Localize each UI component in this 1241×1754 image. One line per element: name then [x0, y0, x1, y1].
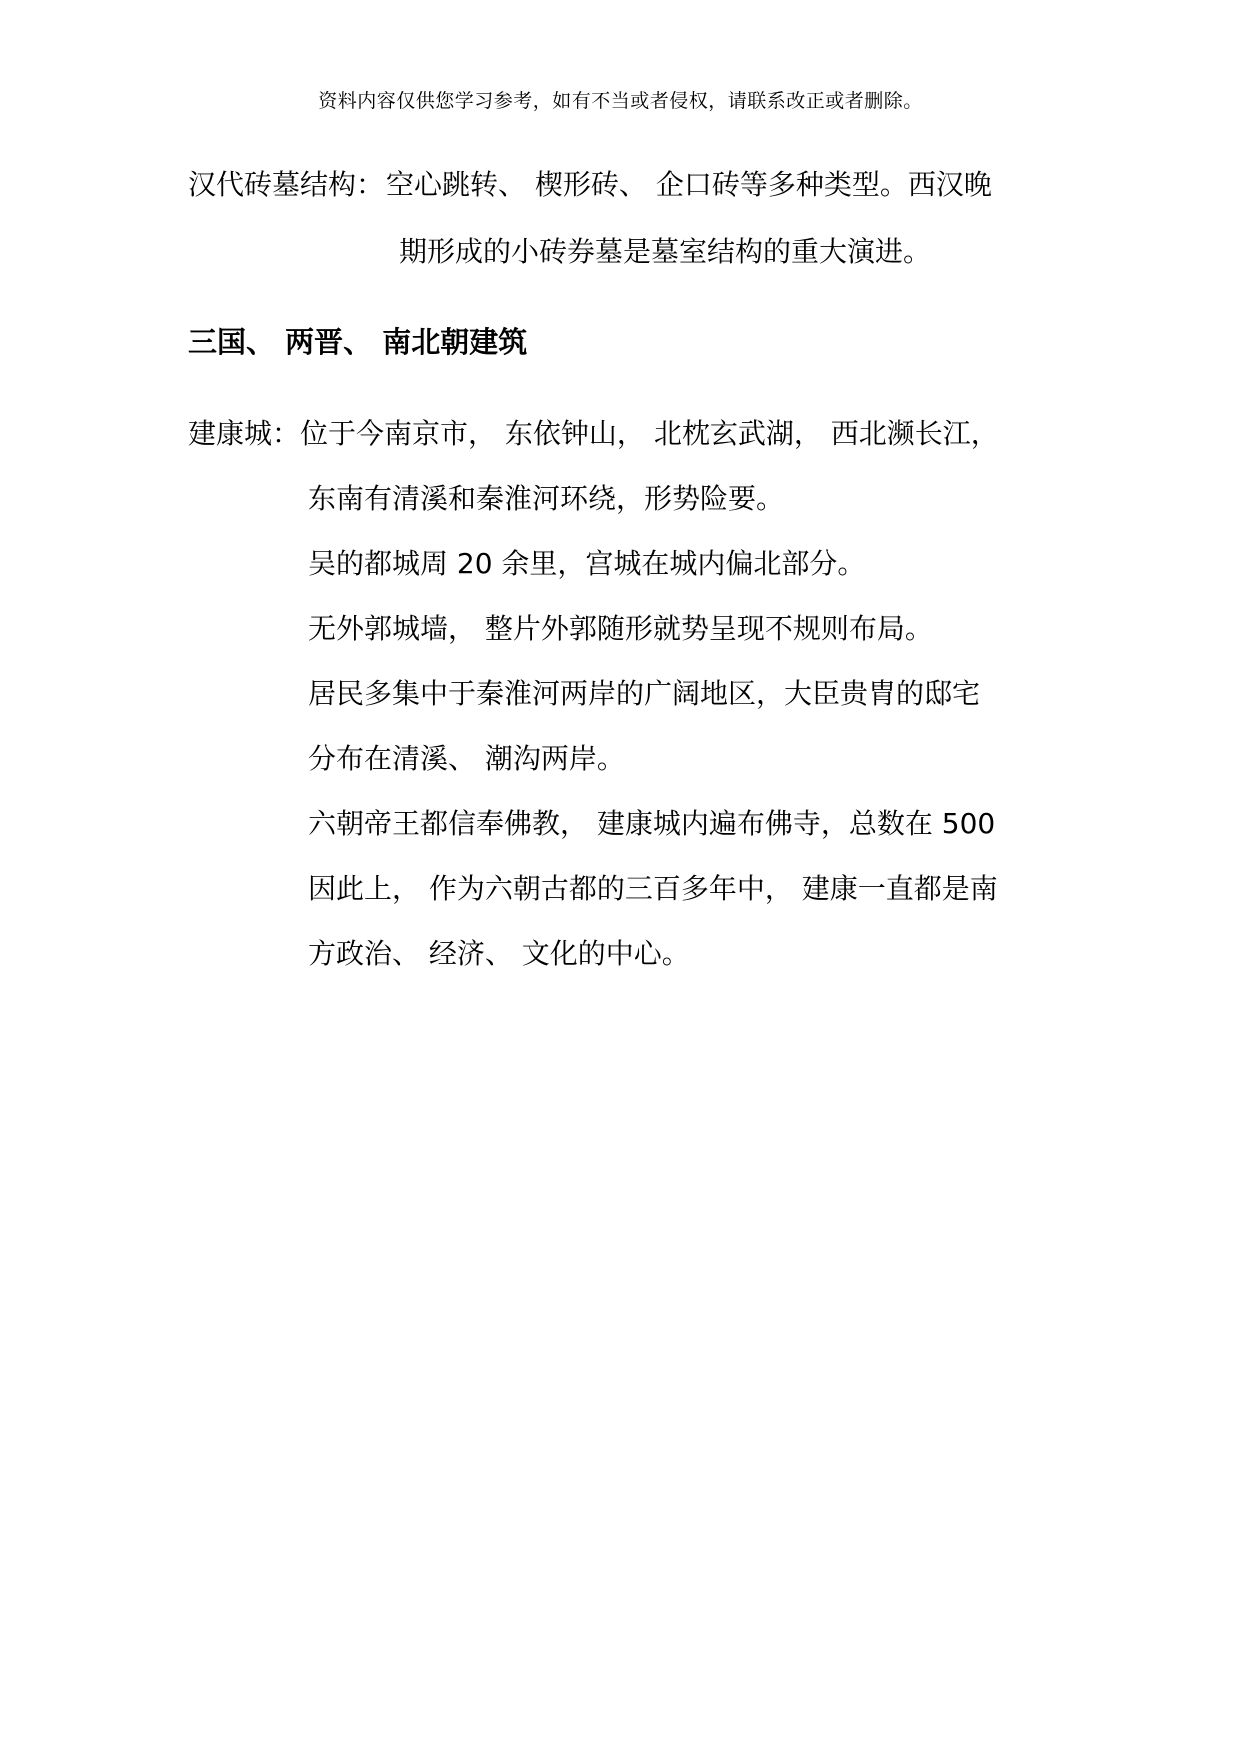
jiankang-label: 建康城： — [188, 417, 301, 450]
jiankang-text-line: 方政治、 经济、 文化的中心。 — [308, 937, 690, 970]
jiankang-text-line: 东南有清溪和秦淮河环绕，形势险要。 — [308, 482, 785, 515]
jiankang-text-line-1: 位于今南京市， 东依钟山， 北枕玄武湖， 西北濒长江， — [300, 417, 999, 450]
jiankang-body — [308, 479, 1068, 999]
jiankang-text-line: 分布在清溪、 潮沟两岸。 — [308, 742, 625, 775]
jiankang-paragraph — [188, 414, 999, 454]
han-tomb-text-line-1: 空心跳转、 楔形砖、 企口砖等多种类型。西汉晚 — [386, 168, 992, 201]
jiankang-text-line: 因此上， 作为六朝古都的三百多年中， 建康一直都是南 — [308, 872, 998, 905]
header-disclaimer: 资料内容仅供您学习参考，如有不当或者侵权，请联系改正或者删除。 — [318, 90, 923, 112]
jiankang-text-line: 无外郭城墙， 整片外郭随形就势呈现不规则布局。 — [308, 612, 933, 645]
han-tomb-text-line-2: 期形成的小砖券墓是墓室结构的重大演进。 — [399, 235, 932, 268]
jiankang-text-line: 居民多集中于秦淮河两岸的广阔地区，大臣贵胄的邸宅 — [308, 677, 981, 710]
jiankang-text-line: 六朝帝王都信奉佛教， 建康城内遍布佛寺，总数在 500 — [308, 807, 996, 840]
section-heading: 三国、 两晋、 南北朝建筑 — [188, 325, 528, 359]
han-tomb-label: 汉代砖墓结构： — [188, 168, 385, 201]
han-tomb-paragraph — [188, 165, 992, 205]
jiankang-text-line: 吴的都城周 20 余里，宫城在城内偏北部分。 — [308, 547, 866, 580]
